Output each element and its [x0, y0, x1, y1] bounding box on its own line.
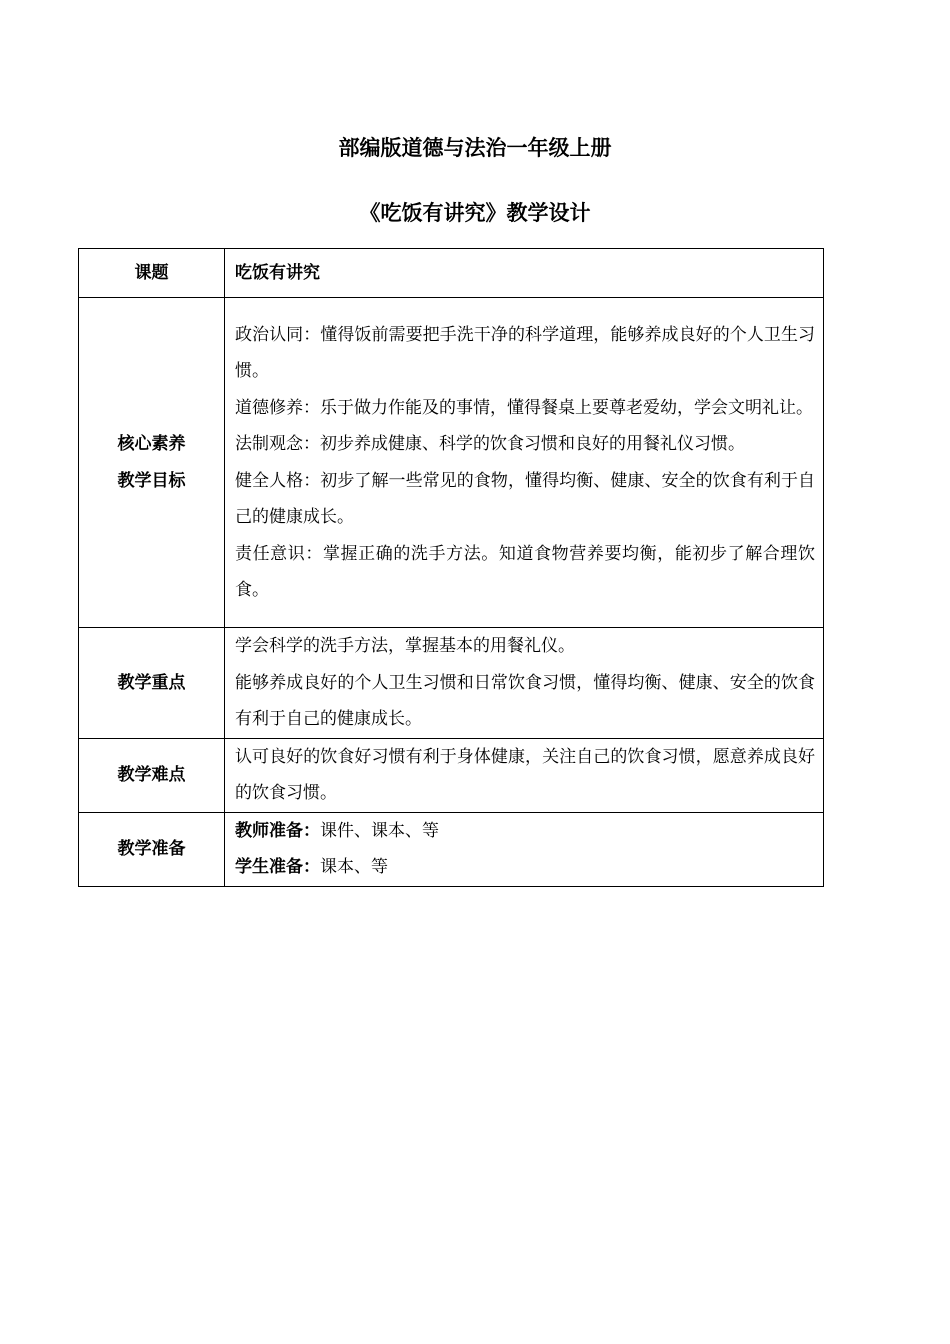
preparation-content [225, 812, 824, 886]
goal-item: 法制观念：初步养成健康、科学的饮食习惯和良好的用餐礼仪习惯。 [235, 434, 745, 454]
table-row-topic [79, 249, 824, 298]
lesson-plan-table [78, 248, 824, 887]
topic-label: 课题 [79, 249, 225, 298]
goals-label-line1: 核心素养 [117, 434, 186, 454]
goals-content [225, 298, 824, 628]
table-row-goals [79, 298, 824, 628]
student-preparation-value: 课本、等 [320, 857, 388, 877]
goal-item: 健全人格：初步了解一些常见的食物，懂得均衡、健康、安全的饮食有利于自己的健康成长。 [235, 470, 815, 527]
student-preparation-label: 学生准备： [235, 857, 320, 877]
preparation-label: 教学准备 [79, 812, 225, 886]
difficulty-item: 认可良好的饮食好习惯有利于身体健康，关注自己的饮食习惯，愿意养成良好的饮食习惯。 [235, 746, 815, 803]
difficulties-content [225, 738, 824, 812]
student-preparation [235, 849, 815, 886]
teacher-preparation-label: 教师准备： [235, 820, 320, 841]
key-point-item: 学会科学的洗手方法，掌握基本的用餐礼仪。 [235, 636, 575, 656]
goal-item: 责任意识：掌握正确的洗手方法。知道食物营养要均衡，能初步了解合理饮食。 [235, 543, 815, 600]
key-point-item: 能够养成良好的个人卫生习惯和日常饮食习惯，懂得均衡、健康、安全的饮食有利于自己的健康成长。 [235, 672, 815, 729]
difficulties-label: 教学难点 [79, 738, 225, 812]
document-title: 部编版道德与法治一年级上册 [338, 136, 612, 160]
topic-value: 吃饭有讲究 [225, 249, 824, 298]
goal-item: 政治认同：懂得饭前需要把手洗干净的科学道理，能够养成良好的个人卫生习惯。 [235, 324, 815, 381]
teacher-preparation-value: 课件、课本、等 [320, 820, 439, 841]
goal-item: 道德修养：乐于做力作能及的事情，懂得餐桌上要尊老爱幼，学会文明礼让。 [235, 397, 813, 418]
table-row-key-points [79, 628, 824, 739]
teacher-preparation [235, 813, 815, 850]
table-row-preparation [79, 812, 824, 886]
goals-label [79, 298, 225, 628]
key-points-content [225, 628, 824, 739]
table-row-difficulties [79, 738, 824, 812]
goals-label-line2: 教学目标 [117, 470, 186, 491]
document-subtitle: 《吃饭有讲究》教学设计 [359, 201, 591, 225]
key-points-label: 教学重点 [79, 628, 225, 739]
